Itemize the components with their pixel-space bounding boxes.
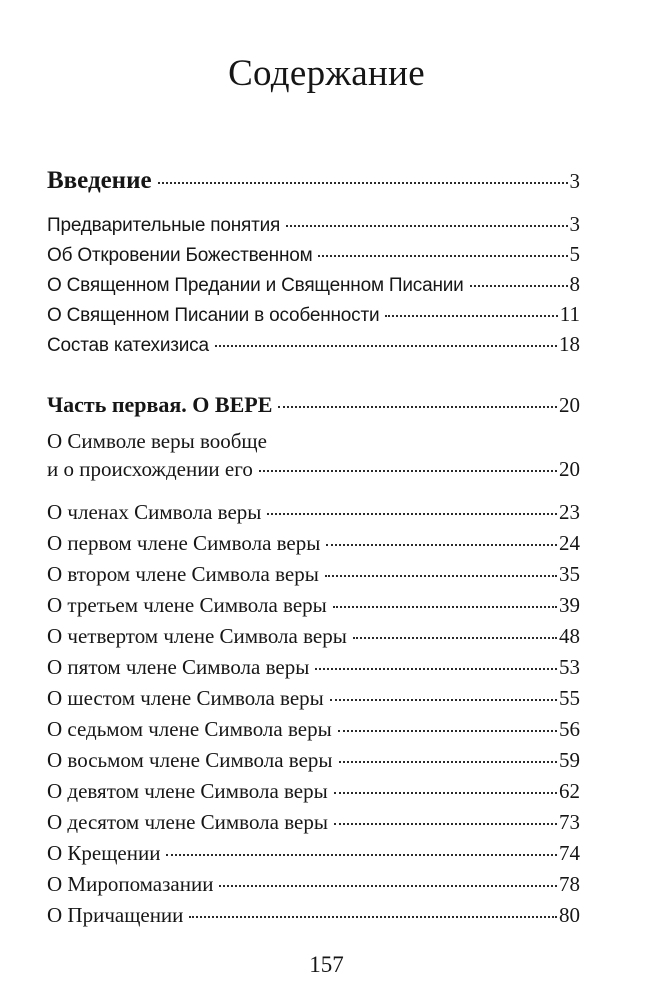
- toc-entry[interactable]: [47, 778, 580, 804]
- dot-leader: [315, 668, 557, 670]
- toc-page-number: 55: [559, 686, 580, 710]
- toc-entry-label: О четвертом члене Символа веры: [47, 624, 347, 648]
- toc-entry[interactable]: [47, 840, 580, 866]
- toc-entry[interactable]: [47, 530, 580, 556]
- toc-page-number: 18: [559, 332, 580, 356]
- toc-page-number: 11: [559, 302, 580, 326]
- toc-entry-row: [47, 455, 580, 483]
- toc-heading-label: Введение: [47, 167, 152, 194]
- dot-leader: [219, 885, 557, 887]
- toc-entry[interactable]: [47, 561, 580, 587]
- toc-page-number: 35: [559, 562, 580, 586]
- toc-entry-label: Об Откровении Божественном: [47, 245, 313, 266]
- toc-page-number: 73: [559, 810, 580, 834]
- page-number: 157: [309, 952, 344, 977]
- toc-page-number: 59: [559, 748, 580, 772]
- toc-heading-label: Часть первая. О ВЕРЕ: [47, 392, 273, 417]
- dot-leader: [158, 182, 568, 184]
- dot-leader: [385, 315, 557, 317]
- toc-entry-label: О восьмом члене Символа веры: [47, 748, 333, 772]
- toc-entry-label: Предварительные понятия: [47, 215, 281, 236]
- toc-page-number: 48: [559, 624, 580, 648]
- dot-leader: [330, 699, 557, 701]
- dot-leader: [334, 823, 557, 825]
- toc-page-number: 3: [569, 169, 580, 193]
- toc-entry-label: О десятом члене Символа веры: [47, 810, 328, 834]
- toc-page-number: 56: [559, 717, 580, 741]
- toc-page-number: 24: [559, 531, 580, 555]
- toc-entry-label: О Священном Писании в особенности: [47, 305, 380, 326]
- toc-entry-label-line2: и о происхождении его: [47, 457, 253, 481]
- dot-leader: [325, 575, 557, 577]
- toc-page-number: 62: [559, 779, 580, 803]
- toc-entry[interactable]: [47, 654, 580, 680]
- toc-page-number: 8: [569, 272, 580, 296]
- toc-entry[interactable]: [47, 499, 580, 525]
- toc-entry-label: О шестом члене Символа веры: [47, 686, 324, 710]
- toc-page-number: 20: [559, 457, 580, 481]
- dot-leader: [338, 730, 557, 732]
- toc-entry[interactable]: [47, 211, 580, 239]
- toc-entry[interactable]: [47, 809, 580, 835]
- dot-leader: [259, 470, 557, 472]
- dot-leader: [333, 606, 557, 608]
- toc-entry-label-line1: О Символе веры вообще: [47, 429, 267, 453]
- toc-entry-label: О седьмом члене Символа веры: [47, 717, 332, 741]
- toc-page-number: 74: [559, 841, 580, 865]
- toc-page-number: 80: [559, 903, 580, 927]
- dot-leader: [470, 285, 568, 287]
- dot-leader: [267, 513, 557, 515]
- toc-entry-multiline[interactable]: [47, 427, 580, 483]
- dot-leader: [166, 854, 557, 856]
- toc-page-number: 78: [559, 872, 580, 896]
- toc-entry[interactable]: [47, 623, 580, 649]
- dot-leader: [278, 406, 557, 408]
- dot-leader: [326, 544, 557, 546]
- toc-page-number: 20: [559, 393, 580, 417]
- toc-entry-label: О девятом члене Символа веры: [47, 779, 328, 803]
- toc-entry-label: О Крещении: [47, 841, 161, 865]
- toc-entry-label: О Миропомазании: [47, 872, 214, 896]
- toc-heading-introduction[interactable]: [47, 168, 580, 194]
- toc-entry[interactable]: [47, 592, 580, 618]
- dot-leader: [189, 916, 557, 918]
- dot-leader: [339, 761, 557, 763]
- toc-entry-label: О пятом члене Символа веры: [47, 655, 310, 679]
- toc-entry-label: О втором члене Символа веры: [47, 562, 319, 586]
- toc-entry-label: О первом члене Символа веры: [47, 531, 321, 555]
- dot-leader: [353, 637, 557, 639]
- dot-leader: [334, 792, 557, 794]
- toc-entry[interactable]: [47, 301, 580, 329]
- page-title: Содержание: [228, 53, 425, 94]
- toc-page-number: 23: [559, 500, 580, 524]
- toc-heading-part-one[interactable]: [47, 392, 580, 418]
- toc-entry[interactable]: [47, 902, 580, 928]
- toc-page-number: 5: [569, 242, 580, 266]
- dot-leader: [286, 225, 567, 227]
- toc-entry[interactable]: [47, 331, 580, 359]
- toc-page-number: 39: [559, 593, 580, 617]
- toc-entry-label: О Священном Предании и Священном Писании: [47, 275, 464, 296]
- dot-leader: [318, 255, 567, 257]
- toc-entry[interactable]: [47, 747, 580, 773]
- toc-page-number: 3: [569, 212, 580, 236]
- toc-entry[interactable]: [47, 716, 580, 742]
- toc-entry-label: О членах Символа веры: [47, 500, 262, 524]
- toc-entry[interactable]: [47, 241, 580, 269]
- toc-entry-label: О Причащении: [47, 903, 184, 927]
- toc-page-number: 53: [559, 655, 580, 679]
- toc-entry[interactable]: [47, 685, 580, 711]
- toc-entry-label: Состав катехизиса: [47, 335, 209, 356]
- toc-entry[interactable]: [47, 871, 580, 897]
- toc-entry[interactable]: [47, 271, 580, 299]
- dot-leader: [215, 345, 557, 347]
- toc-entry-label: О третьем члене Символа веры: [47, 593, 327, 617]
